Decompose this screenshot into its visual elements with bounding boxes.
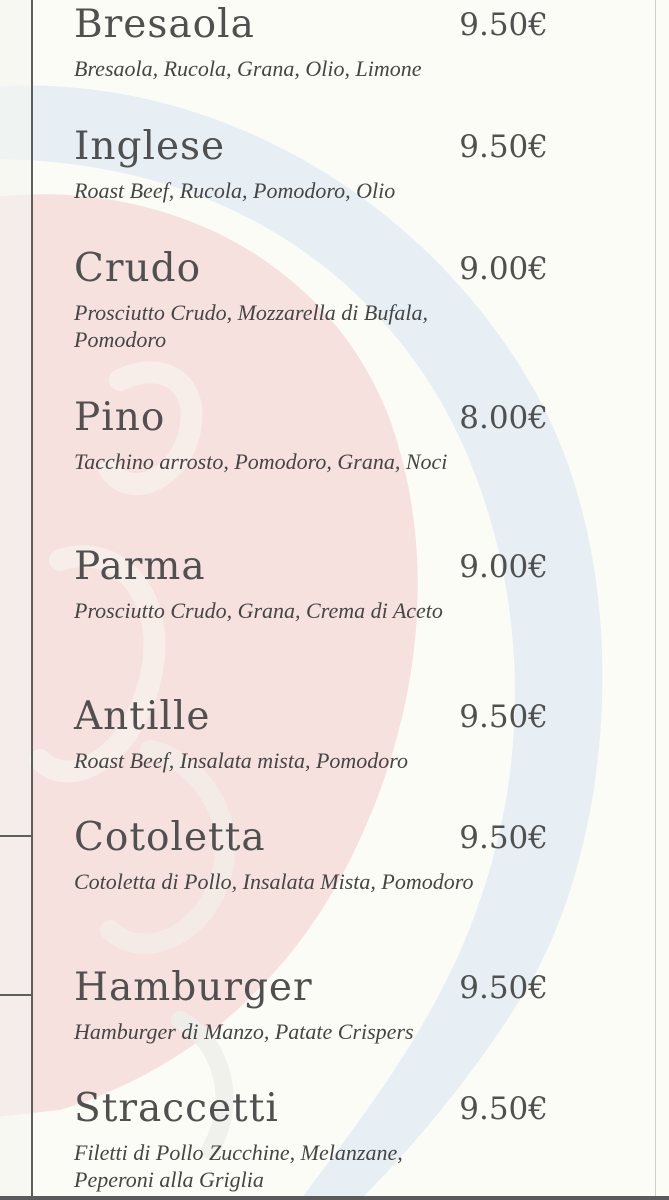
item-name: Antille xyxy=(74,694,211,739)
left-margin xyxy=(0,0,32,1200)
right-border-line xyxy=(655,0,656,1200)
item-price: 8.00€ xyxy=(459,400,548,436)
item-name: Pino xyxy=(74,395,166,440)
item-price: 9.50€ xyxy=(459,970,548,1006)
item-description: Roast Beef, Insalata mista, Pomodoro xyxy=(74,748,409,773)
item-description: Filetti di Pollo Zucchine, Melanzane, Peperoni alla Griglia xyxy=(74,1140,403,1192)
item-price: 9.50€ xyxy=(459,820,548,856)
left-divider-line xyxy=(0,994,32,996)
item-description: Tacchino arrosto, Pomodoro, Grana, Noci xyxy=(74,449,448,474)
item-price: 9.50€ xyxy=(459,1091,548,1127)
item-price: 9.50€ xyxy=(459,129,548,165)
menu-item xyxy=(74,694,554,774)
menu-item xyxy=(74,246,554,353)
menu-item xyxy=(74,815,554,895)
item-description: Prosciutto Crudo, Mozzarella di Bufala, Pomodoro xyxy=(74,300,429,352)
item-description: Cotoletta di Pollo, Insalata Mista, Pomodoro xyxy=(74,869,474,894)
left-divider-line xyxy=(0,835,32,837)
menu-item xyxy=(74,124,554,204)
item-name: Crudo xyxy=(74,246,202,291)
item-price: 9.50€ xyxy=(459,7,548,43)
item-name: Cotoletta xyxy=(74,815,266,860)
item-description: Hamburger di Manzo, Patate Crispers xyxy=(74,1019,414,1044)
menu-item xyxy=(74,544,554,624)
item-name: Parma xyxy=(74,544,206,589)
item-name: Bresaola xyxy=(74,2,255,47)
item-price: 9.00€ xyxy=(459,251,548,287)
item-name: Straccetti xyxy=(74,1086,279,1131)
left-border-line xyxy=(31,0,33,1200)
menu-item xyxy=(74,395,554,475)
item-name: Hamburger xyxy=(74,965,313,1010)
bottom-border-line xyxy=(0,1196,669,1200)
menu-item xyxy=(74,965,554,1045)
item-description: Roast Beef, Rucola, Pomodoro, Olio xyxy=(74,178,396,203)
menu-item xyxy=(74,1086,554,1193)
item-name: Inglese xyxy=(74,124,226,169)
menu-item xyxy=(74,2,554,82)
item-price: 9.00€ xyxy=(459,549,548,585)
item-price: 9.50€ xyxy=(459,699,548,735)
item-description: Bresaola, Rucola, Grana, Olio, Limone xyxy=(74,56,422,81)
item-description: Prosciutto Crudo, Grana, Crema di Aceto xyxy=(74,598,443,623)
